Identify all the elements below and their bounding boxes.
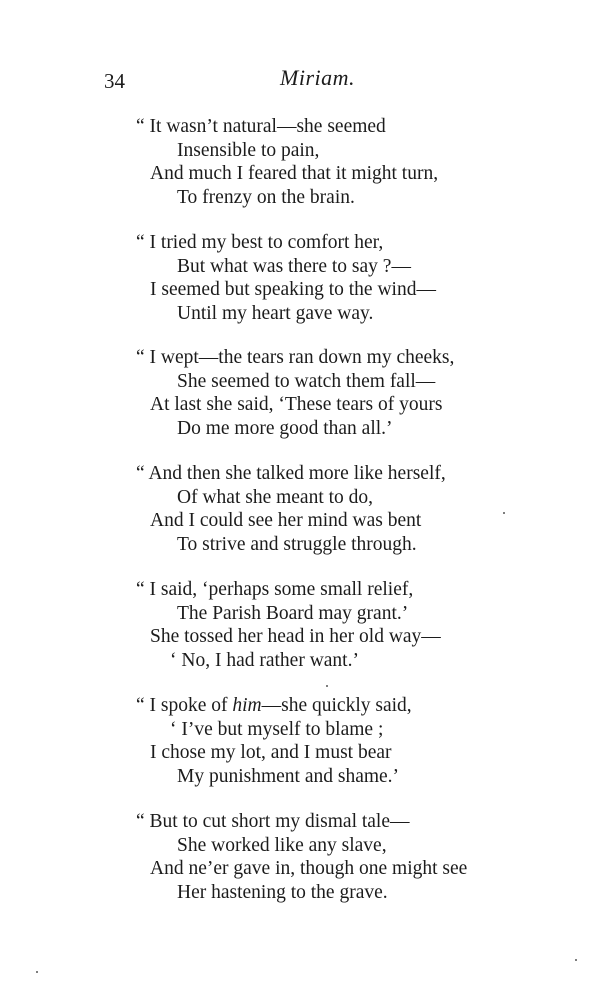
print-speck bbox=[36, 971, 38, 973]
verse-line: And much I feared that it might turn, bbox=[150, 163, 439, 184]
verse-line: To frenzy on the brain. bbox=[177, 187, 355, 208]
verse-line: “ And then she talked more like herself, bbox=[136, 463, 446, 484]
verse-line: “ I tried my best to comfort her, bbox=[136, 232, 384, 253]
verse-line: But what was there to say ?— bbox=[177, 256, 411, 277]
emphasis-word: him bbox=[232, 695, 262, 716]
print-speck bbox=[575, 959, 577, 961]
running-title: Miriam. bbox=[280, 65, 355, 90]
verse-line: “ I wept—the tears ran down my cheeks, bbox=[136, 347, 455, 368]
verse-line: The Parish Board may grant.’ bbox=[177, 603, 409, 624]
verse-line bbox=[136, 694, 412, 718]
verse-suffix: —she quickly said, bbox=[261, 695, 412, 716]
print-speck bbox=[326, 685, 328, 687]
page-number: 34 bbox=[104, 69, 125, 93]
verse-line: “ I said, ‘perhaps some small relief, bbox=[136, 579, 414, 600]
verse-line: To strive and struggle through. bbox=[177, 534, 417, 555]
verse-line: And ne’er gave in, though one might see bbox=[150, 858, 468, 879]
verse-line: “ It wasn’t natural—she seemed bbox=[136, 116, 386, 137]
print-speck bbox=[503, 512, 505, 514]
verse-line: She tossed her head in her old way— bbox=[150, 626, 441, 647]
verse-line: I seemed but speaking to the wind— bbox=[150, 279, 436, 300]
verse-line: ‘ I’ve but myself to blame ; bbox=[170, 719, 384, 740]
verse-line: At last she said, ‘These tears of yours bbox=[150, 394, 443, 415]
verse-line: Insensible to pain, bbox=[177, 140, 320, 161]
verse-line: ‘ No, I had rather want.’ bbox=[170, 650, 359, 671]
verse-line: Her hastening to the grave. bbox=[177, 882, 388, 903]
verse-line: She seemed to watch them fall— bbox=[177, 371, 436, 392]
verse-line: She worked like any slave, bbox=[177, 835, 387, 856]
verse-prefix: “ I spoke of bbox=[136, 695, 233, 716]
verse-line: And I could see her mind was bent bbox=[150, 510, 422, 531]
verse-line: “ But to cut short my dismal tale— bbox=[136, 811, 410, 832]
verse-line: I chose my lot, and I must bear bbox=[150, 742, 392, 763]
verse-line: Of what she meant to do, bbox=[177, 487, 374, 508]
verse-line: Do me more good than all.’ bbox=[177, 418, 393, 439]
verse-line: Until my heart gave way. bbox=[177, 303, 374, 324]
verse-line: My punishment and shame.’ bbox=[177, 766, 400, 787]
